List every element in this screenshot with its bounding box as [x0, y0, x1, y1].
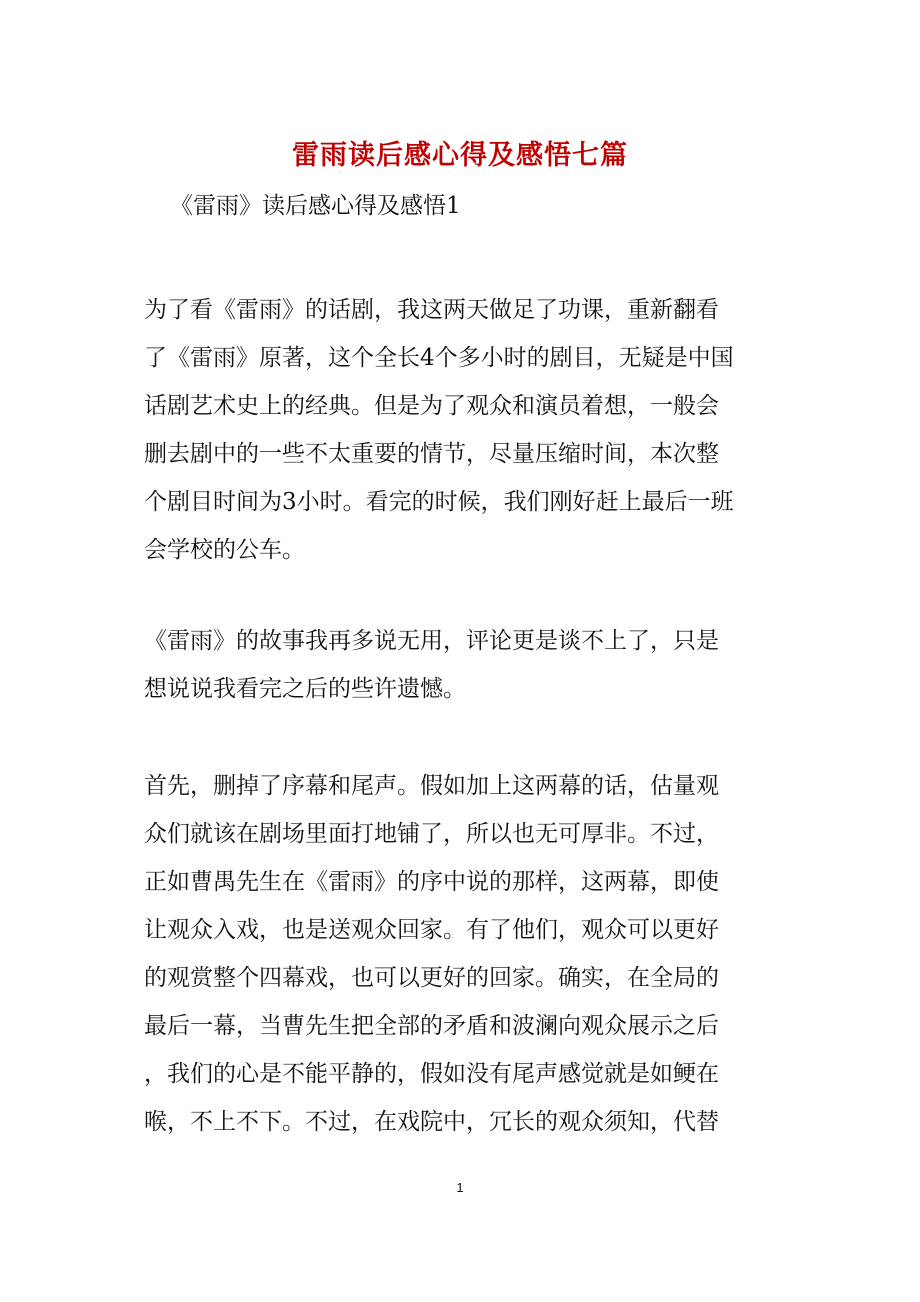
- text-line: 想说说我看完之后的些许遗憾。: [144, 676, 466, 702]
- text-line: 正如曹禺先生在《雷雨》的序中说的那样，这两幕，即使: [144, 869, 719, 895]
- text-line: 《雷雨》的故事我再多说无用，评论更是谈不上了，只是: [144, 628, 719, 654]
- paragraph-2: [144, 617, 784, 713]
- text-line: 了《雷雨》原著，这个全长4个多小时的剧目，无疑是中国: [144, 345, 734, 371]
- paragraph-1: [144, 286, 784, 574]
- text-line: 话剧艺术史上的经典。但是为了观众和演员着想，一般会: [144, 393, 719, 419]
- text-line: 让观众入戏，也是送观众回家。有了他们，观众可以更好: [144, 917, 719, 943]
- text-line: 个剧目时间为3小时。看完的时候，我们刚好赶上最后一班: [144, 489, 734, 515]
- document-title: 雷雨读后感心得及感悟七篇: [292, 140, 628, 171]
- text-line: ，我们的心是不能平静的，假如没有尾声感觉就是如鲠在: [144, 1061, 719, 1087]
- text-line: 的观赏整个四幕戏，也可以更好的回家。确实，在全局的: [144, 965, 719, 991]
- text-line: 最后一幕，当曹先生把全部的矛盾和波澜向观众展示之后: [144, 1013, 719, 1039]
- text-line: 为了看《雷雨》的话剧，我这两天做足了功课，重新翻看: [144, 297, 719, 323]
- text-line: 众们就该在剧场里面打地铺了，所以也无可厚非。不过，: [144, 821, 719, 847]
- text-line: 首先，删掉了序幕和尾声。假如加上这两幕的话，估量观: [144, 773, 719, 799]
- section-heading: 《雷雨》读后感心得及感悟1: [170, 193, 461, 219]
- page-number: 1: [456, 1180, 464, 1195]
- text-line: 会学校的公车。: [144, 537, 305, 563]
- paragraph-3: [144, 762, 784, 1146]
- text-line: 喉，不上不下。不过，在戏院中，冗长的观众须知，代替: [144, 1109, 719, 1135]
- text-line: 删去剧中的一些不太重要的情节，尽量压缩时间，本次整: [144, 441, 719, 467]
